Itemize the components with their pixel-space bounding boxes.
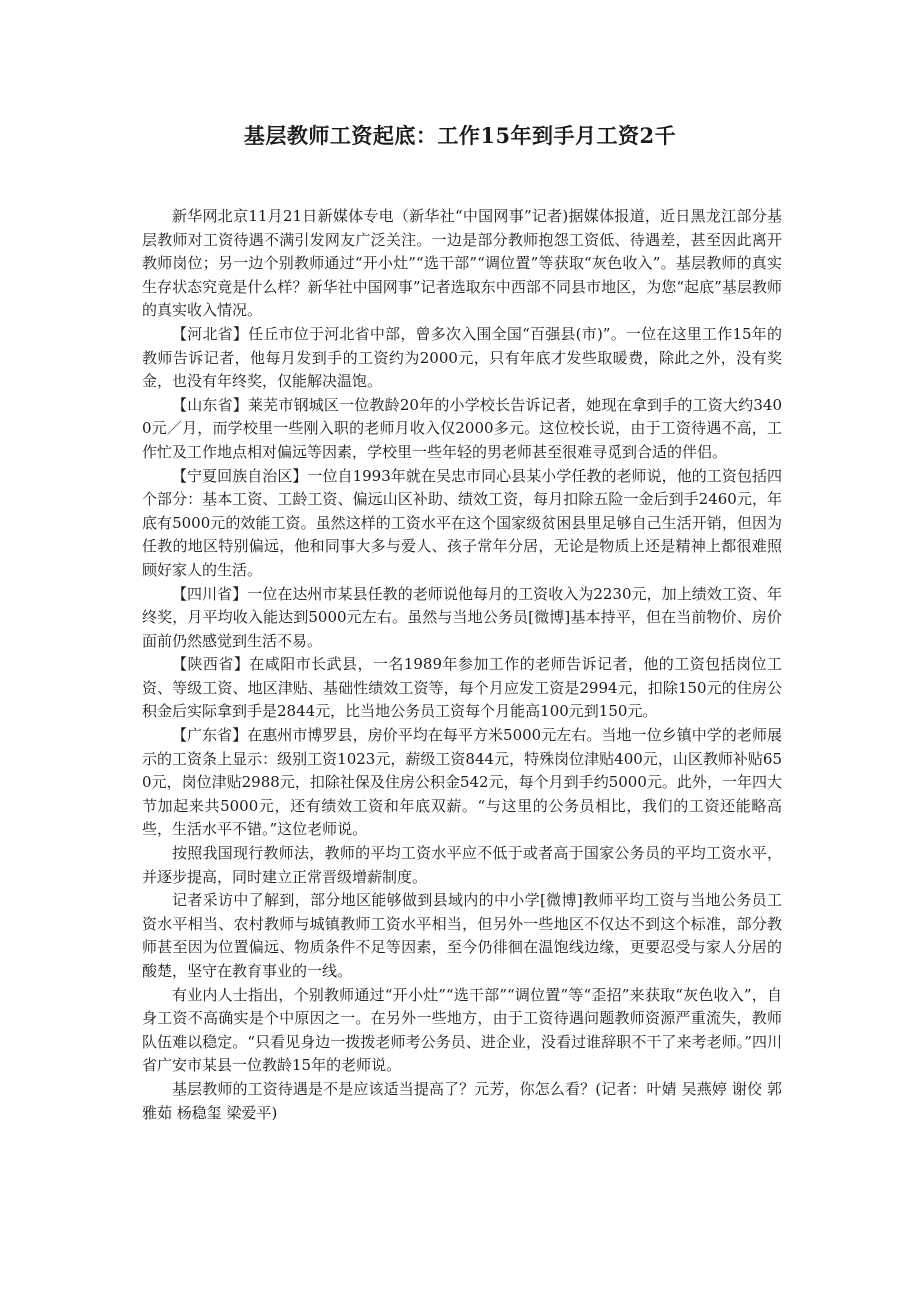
paragraph-ningxia: 【宁夏回族自治区】一位自1993年就在吴忠市同心县某小学任教的老师说，他的工资包括四个部分：基本工资、工龄工资、偏远山区补助、绩效工资，每月扣除五险一金后到手2460元，年底有5000元的效能工资。虽然这样的工资水平在这个国家级贫困县里足够自己生活开销，但因为任教的地区特别偏远，他和同事大多与爱人、孩子常年分居，无论是物质上还是精神上都很难照顾好家人的生活。 bbox=[142, 466, 782, 579]
paragraph-intro: 新华网北京11月21日新媒体专电（新华社“中国网事”记者)据媒体报道，近日黑龙江部分基层教师对工资待遇不满引发网友广泛关注。一边是部分教师抱怨工资低、待遇差，甚至因此离开教师岗位；另一边个别教师通过“开小灶”“选干部”“调位置”等获取“灰色收入”。基层教师的真实生存状态究竟是什么样？新华社中国网事”记者选取东中西部不同县市地区，为您“起底”基层教师的真实收入情况。 bbox=[142, 207, 782, 320]
paragraph-hebei: 【河北省】任丘市位于河北省中部，曾多次入围全国“百强县(市)”。一位在这里工作15年的教师告诉记者，他每月发到手的工资约为2000元，只有年底才发些取暖费，除此之外，没有奖金，也没有年终奖，仅能解决温饱。 bbox=[142, 324, 782, 391]
paragraph-shandong: 【山东省】莱芜市钢城区一位教龄20年的小学校长告诉记者，她现在拿到手的工资大约3400元／月，而学校里一些刚入职的老师月收入仅2000多元。这位校长说，由于工资待遇不高，工作忙及工作地点相对偏远等因素，学校里一些年轻的男老师甚至很难寻觅到合适的伴侣。 bbox=[142, 395, 782, 461]
paragraph-teacher-law: 按照我国现行教师法，教师的平均工资水平应不低于或者高于国家公务员的平均工资水平，并逐步提高，同时建立正常晋级增薪制度。 bbox=[142, 844, 782, 886]
paragraph-guangdong: 【广东省】在惠州市博罗县，房价平均在每平方米5000元左右。当地一位乡镇中学的老师展示的工资条上显示：级别工资1023元，薪级工资844元，特殊岗位津贴400元，山区教师补贴650元，岗位津贴2988元，扣除社保及住房公积金542元，每个月到手约5000元。此外，一年四大节加起来共5000元，还有绩效工资和年底双薪。“与这里的公务员相比，我们的工资还能略高些，生活水平不错。”这位老师说。 bbox=[142, 726, 782, 839]
article-body bbox=[142, 205, 782, 1125]
paragraph-sichuan: 【四川省】一位在达州市某县任教的老师说他每月的工资收入为2230元，加上绩效工资、年终奖，月平均收入能达到5000元左右。虽然与当地公务员[微博]基本持平，但在当前物价、房价面前仍然感觉到生活不易。 bbox=[142, 584, 782, 650]
document-title: 基层教师工资起底：工作15年到手月工资2千 bbox=[243, 123, 677, 148]
paragraph-shaanxi: 【陕西省】在咸阳市长武县，一名1989年参加工作的老师告诉记者，他的工资包括岗位工资、等级工资、地区津贴、基础性绩效工资等，每个月应发工资是2994元，扣除150元的住房公积金后实际拿到手是2844元，比当地公务员工资每个月能高100元到150元。 bbox=[142, 655, 782, 721]
paragraph-closing: 基层教师的工资待遇是不是应该适当提高了？元芳，你怎么看？(记者：叶婧 吴燕婷 谢佼 郭雅茹 杨稳玺 梁爱平) bbox=[142, 1079, 782, 1122]
paragraph-interview: 记者采访中了解到，部分地区能够做到县域内的中小学[微博]教师平均工资与当地公务员工资水平相当、农村教师与城镇教师工资水平相当，但另外一些地区不仅达不到这个标准，部分教师甚至因为位置偏远、物质条件不足等因素，至今仍徘徊在温饱线边缘，更要忍受与家人分居的酸楚，坚守在教育事业的一线。 bbox=[142, 891, 782, 980]
paragraph-insider: 有业内人士指出，个别教师通过“开小灶”“选干部”“调位置”等“歪招”来获取“灰色收入”，自身工资不高确实是个中原因之一。在另外一些地方，由于工资待遇问题教师资源严重流失，教师队伍难以稳定。“只看见身边一拨拨老师考公务员、进企业，没看过谁辞职不干了来考老师。”四川省广安市某县一位教龄15年的老师说。 bbox=[142, 985, 782, 1075]
